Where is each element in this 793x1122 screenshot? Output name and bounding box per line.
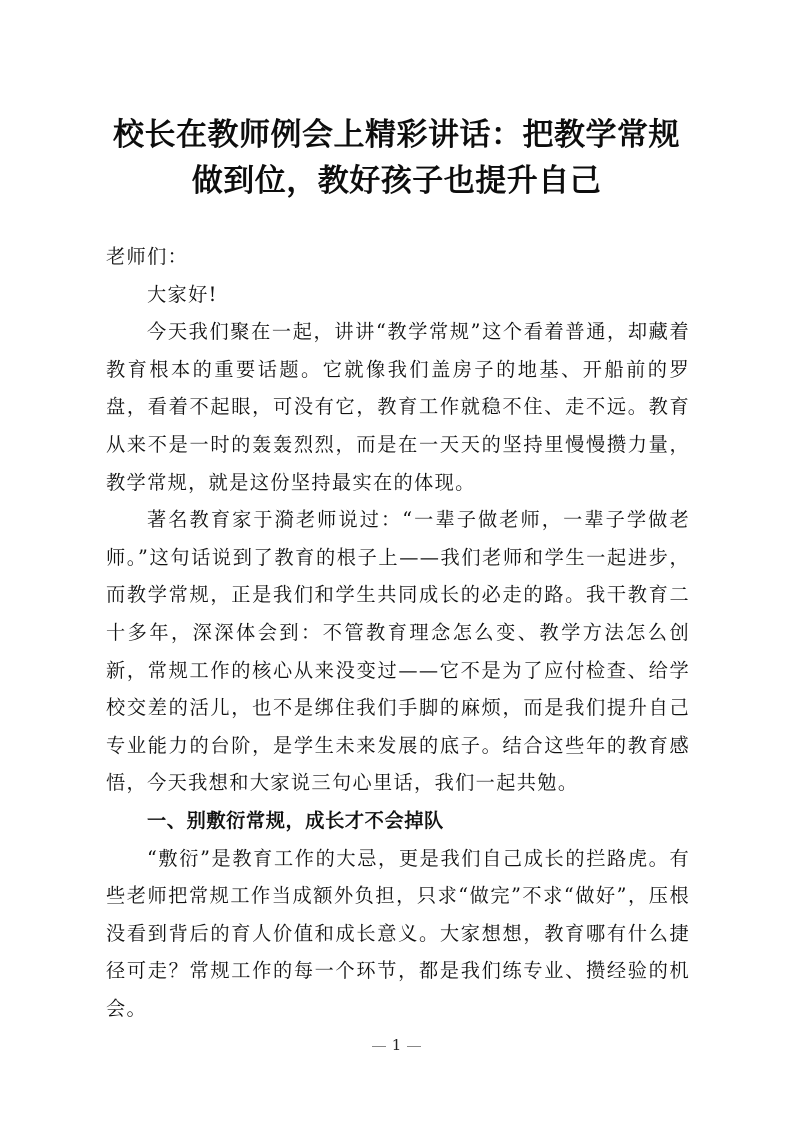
salutation: 老师们： (106, 245, 189, 268)
page-number: 1 (391, 1036, 402, 1054)
paragraph-intro: 今天我们聚在一起，讲讲“教学常规”这个看着普通，却藏着教育根本的重要话题。它就像我们盖房子的地基、开船前的罗盘，看着不起眼，可没有它，教育工作就稳不住、走不远。教育从来不是一时的轰轰烈烈，而是在一天天的坚持里慢慢攒力量，教学常规，就是这份坚持最实在的体现。 (106, 320, 690, 494)
paragraph-quote: 著名教育家于漪老师说过：“一辈子做老师，一辈子学做老师。”这句话说到了教育的根子上——我们老师和学生一起进步，而教学常规，正是我们和学生共同成长的必走的路。我干教育二十多年，深深体会到：不管教育理念怎么变、教学方法怎么创新，常规工作的核心从来没变过——它不是为了应付检查、给学校交差的活儿，也不是绑住我们手脚的麻烦，而是我们提升自己专业能力的台阶，是学生未来发展的底子。结合这些年的教育感悟，今天我想和大家说三句心里话，我们一起共勉。 (106, 508, 690, 795)
title-line-1: 校长在教师例会上精彩讲话：把教学常规 (113, 117, 680, 153)
document-body (106, 238, 690, 1027)
title-line-2: 做到位，教好孩子也提升自己 (191, 163, 602, 199)
footer-dash-right (407, 1046, 421, 1047)
section-heading-1: 一、别敷衍常规，成长才不会掉队 (147, 808, 444, 832)
footer-dash-left (372, 1046, 386, 1047)
page-footer (0, 1036, 793, 1054)
greeting: 大家好! (147, 282, 218, 306)
section-1-paragraph: “敷衍”是教育工作的大忌，更是我们自己成长的拦路虎。有些老师把常规工作当成额外负担，只求“做完”不求“做好”，压根没看到背后的育人价值和成长意义。大家想想，教育哪有什么捷径可走？常规工作的每一个环节，都是我们练专业、攒经验的机会。 (106, 846, 690, 1020)
document-title (90, 112, 703, 204)
